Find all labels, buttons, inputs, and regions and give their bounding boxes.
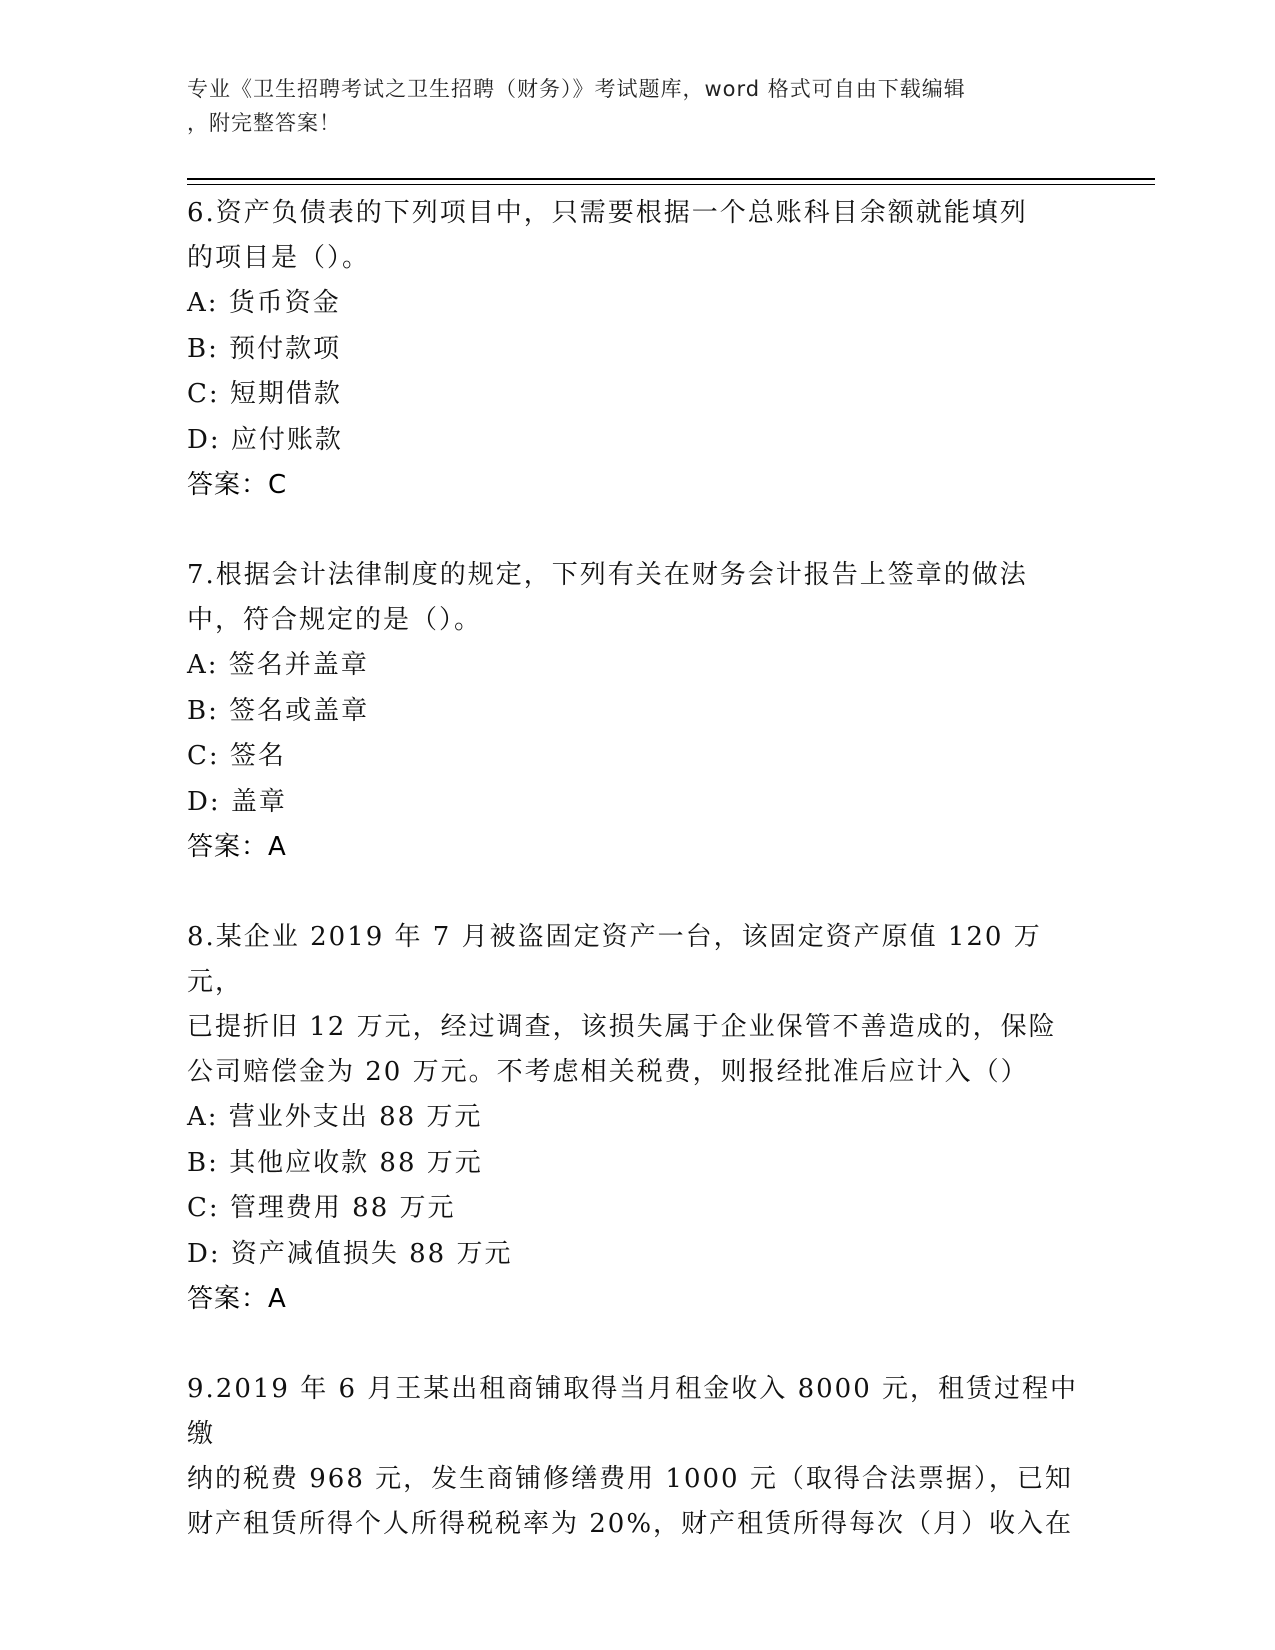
option-b: B: 其他应收款 88 万元 bbox=[187, 1147, 483, 1178]
header-divider-thin bbox=[187, 184, 1155, 185]
question-stem-line: 9.2019 年 6 月王某出租商铺取得当月租金收入 8000 元，租赁过程中缴 bbox=[187, 1374, 1079, 1449]
header-line-1: 专业《卫生招聘考试之卫生招聘（财务）》考试题库，word 格式可自由下载编辑 bbox=[187, 77, 966, 101]
option-d: D: 资产减值损失 88 万元 bbox=[187, 1238, 513, 1269]
question-8 bbox=[187, 915, 1087, 1322]
question-gap bbox=[187, 1322, 1087, 1367]
question-stem-line: 纳的税费 968 元，发生商铺修缮费用 1000 元（取得合法票据），已知 bbox=[187, 1464, 1073, 1494]
option-a: A: 营业外支出 88 万元 bbox=[187, 1102, 483, 1132]
option-a: A: 货币资金 bbox=[187, 288, 341, 318]
answer-line: 答案：A bbox=[187, 832, 287, 862]
header-divider-thick bbox=[187, 178, 1155, 180]
option-d: D: 应付账款 bbox=[187, 424, 343, 455]
option-d: D: 盖章 bbox=[187, 786, 287, 817]
question-list bbox=[187, 191, 1087, 1547]
question-gap bbox=[187, 870, 1087, 915]
question-stem-line: 公司赔偿金为 20 万元。不考虑相关税费，则报经批准后应计入（） bbox=[187, 1057, 1029, 1087]
option-a: A: 签名并盖章 bbox=[187, 650, 369, 680]
question-stem-line: 财产租赁所得个人所得税税率为 20%，财产租赁所得每次（月）收入在 bbox=[187, 1509, 1074, 1539]
option-c: C: 管理费用 88 万元 bbox=[187, 1193, 456, 1223]
answer-line: 答案：A bbox=[187, 1284, 287, 1314]
header-line-2: ，附完整答案！ bbox=[187, 111, 341, 135]
option-b: B: 签名或盖章 bbox=[187, 695, 370, 726]
question-9 bbox=[187, 1367, 1087, 1547]
question-stem-line: 中，符合规定的是（）。 bbox=[187, 605, 483, 635]
document-header bbox=[187, 72, 1087, 140]
option-c: C: 短期借款 bbox=[187, 379, 342, 409]
question-stem-line: 7.根据会计法律制度的规定，下列有关在财务会计报告上签章的做法 bbox=[187, 560, 1028, 590]
option-c: C: 签名 bbox=[187, 741, 286, 771]
question-gap bbox=[187, 508, 1087, 553]
question-stem-line: 的项目是（）。 bbox=[187, 243, 371, 273]
question-stem-line: 8.某企业 2019 年 7 月被盗固定资产一台，该固定资产原值 120 万元， bbox=[187, 922, 1042, 997]
answer-line: 答案：C bbox=[187, 470, 288, 500]
question-7 bbox=[187, 553, 1087, 870]
question-6 bbox=[187, 191, 1087, 508]
option-b: B: 预付款项 bbox=[187, 333, 342, 364]
question-stem-line: 已提折旧 12 万元，经过调查，该损失属于企业保管不善造成的，保险 bbox=[187, 1012, 1057, 1042]
question-stem-line: 6.资产负债表的下列项目中，只需要根据一个总账科目余额就能填列 bbox=[187, 198, 1028, 228]
